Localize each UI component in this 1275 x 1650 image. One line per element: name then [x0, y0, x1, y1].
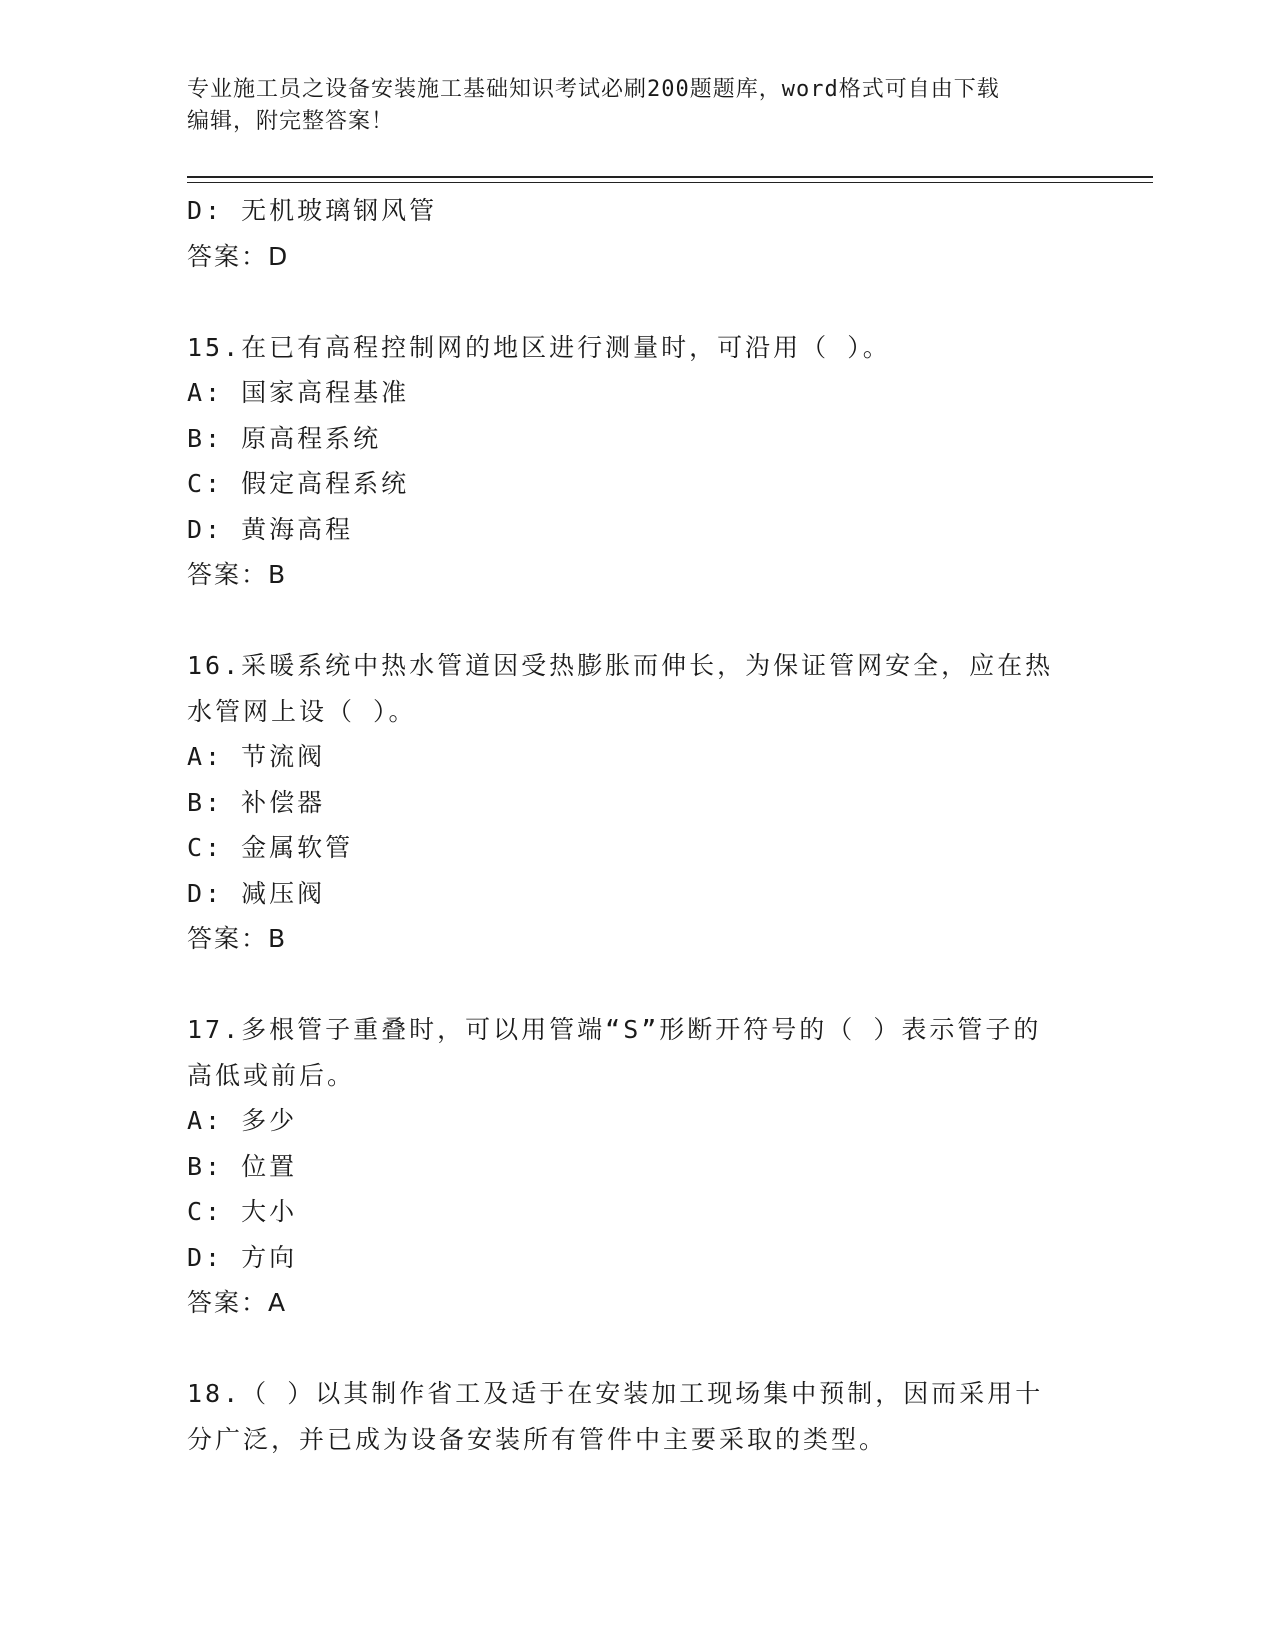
question-stem-line-2: 高低或前后。 [187, 1060, 356, 1090]
option-b: B: 原高程系统 [187, 423, 382, 453]
question-18 [187, 1371, 1087, 1462]
header-line-2: 编辑，附完整答案！ [187, 109, 395, 134]
option-d: D: 方向 [187, 1242, 298, 1272]
question-list [187, 188, 1087, 1462]
answer-line: 答案：A [187, 1288, 288, 1317]
option-d: D: 减压阀 [187, 878, 326, 908]
question-stem-line-2: 分广泛，并已成为设备安装所有管件中主要采取的类型。 [187, 1424, 888, 1454]
question-stem: 15.在已有高程控制网的地区进行测量时，可沿用（ ）。 [187, 332, 891, 362]
option-c: C: 假定高程系统 [187, 469, 410, 498]
option-b: B: 补偿器 [187, 787, 326, 817]
question-stem-line-1: 16.采暖系统中热水管道因受热膨胀而伸长，为保证管网安全，应在热 [187, 651, 1054, 680]
option-b: B: 位置 [187, 1151, 298, 1181]
answer-line: 答案：D [187, 241, 290, 271]
option-a: A: 国家高程基准 [187, 378, 410, 407]
option-d: D: 黄海高程 [187, 514, 354, 544]
document-header [187, 74, 1067, 138]
question-stem-line-1: 18.（ ）以其制作省工及适于在安装加工现场集中预制，因而采用十 [187, 1379, 1044, 1408]
header-divider-thick [187, 176, 1153, 178]
option-a: A: 节流阀 [187, 742, 326, 771]
header-divider-thin [187, 182, 1153, 183]
option-d: D: 无机玻璃钢风管 [187, 196, 438, 225]
question-15 [187, 325, 1087, 598]
answer-line: 答案：B [187, 560, 288, 589]
question-16 [187, 643, 1087, 962]
option-c: C: 大小 [187, 1197, 298, 1226]
question-17 [187, 1007, 1087, 1326]
question-stem-line-2: 水管网上设（ ）。 [187, 696, 417, 726]
header-line-1: 专业施工员之设备安装施工基础知识考试必刷200题题库，word格式可自由下载 [187, 77, 1000, 102]
option-c: C: 金属软管 [187, 833, 354, 862]
option-a: A: 多少 [187, 1106, 298, 1135]
answer-line: 答案：B [187, 924, 288, 953]
question-stem-line-1: 17.多根管子重叠时，可以用管端“S”形断开符号的（ ）表示管子的 [187, 1015, 1042, 1044]
